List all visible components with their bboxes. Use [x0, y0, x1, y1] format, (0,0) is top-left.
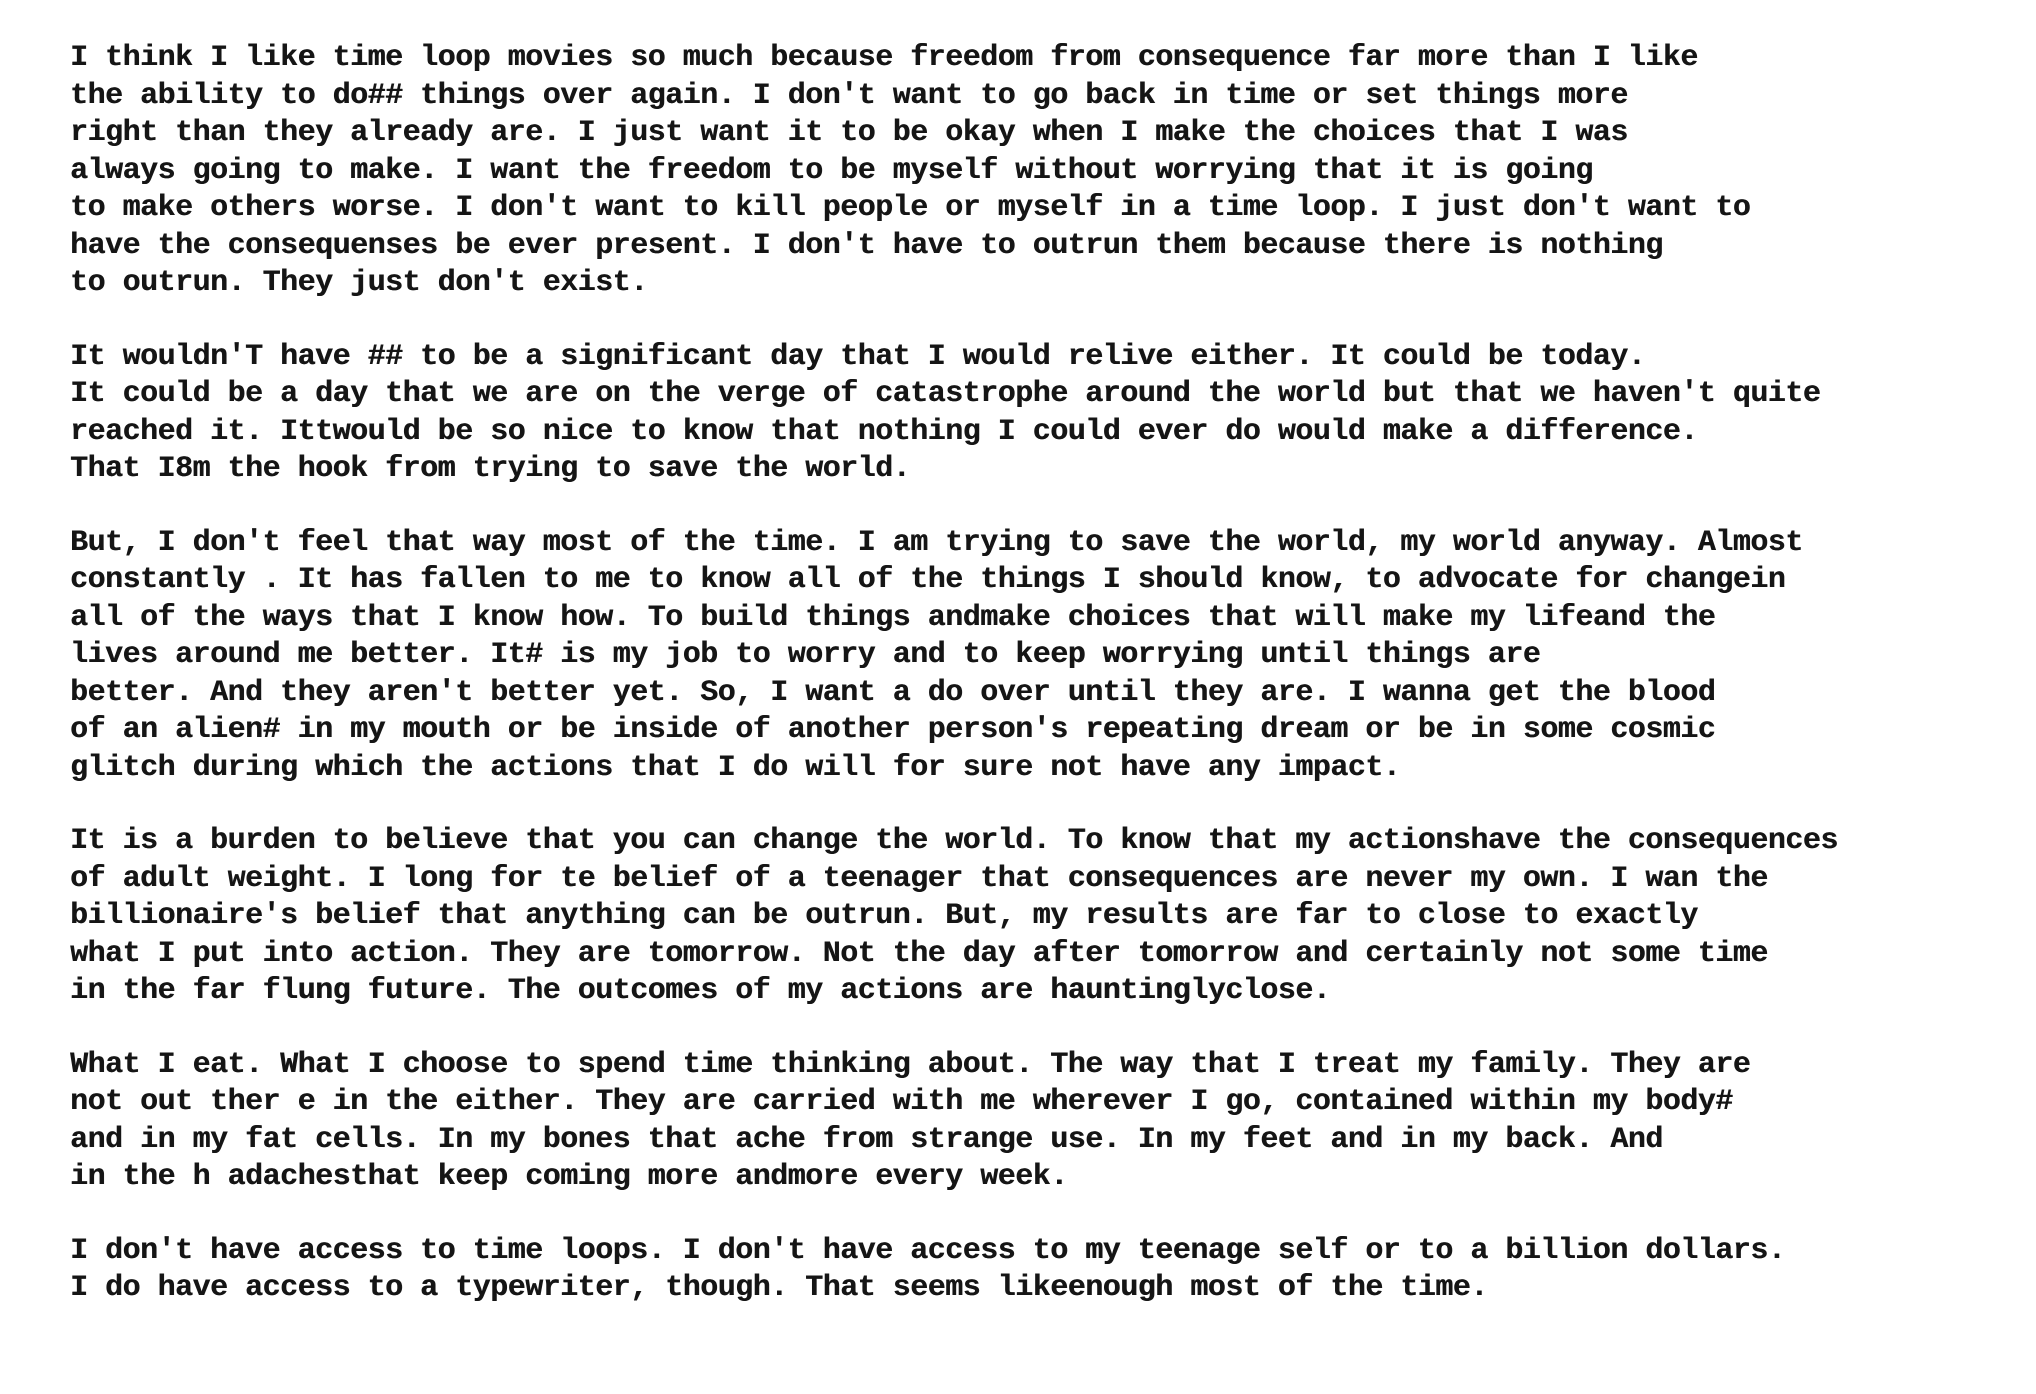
- text-line: in the far flung future. The outcomes of my actions are hauntinglyclose.: [70, 974, 1331, 1008]
- paragraph-3: [70, 525, 2000, 788]
- typewritten-text: [70, 40, 2000, 1344]
- text-line: constantly . It has fallen to me to know all of the things I should know, to advocate for changein: [70, 563, 1786, 597]
- text-line: have the consequenses be ever present. I don't have to outrun them because there is nothing: [70, 228, 1663, 263]
- text-line: billionaire's belief that anything can be outrun. But, my results are far to close to exactly: [70, 899, 1698, 933]
- text-line: all of the ways that I know how. To build things andmake choices that will make my lifeand the: [70, 600, 1716, 635]
- text-line: and in my fat cells. In my bones that ache from strange use. In my feet and in my back. And: [70, 1122, 1663, 1157]
- text-line: of adult weight. I long for te belief of a teenager that consequences are never my own. I wan the: [70, 861, 1768, 896]
- text-line: always going to make. I want the freedom to be myself without worrying that it is going: [70, 153, 1593, 188]
- text-line: what I put into action. They are tomorrow. Not the day after tomorrow and certainly not some time: [70, 936, 1768, 971]
- text-line: better. And they aren't better yet. So, I want a do over until they are. I wanna get the blood: [70, 675, 1716, 710]
- text-line: in the h adachesthat keep coming more andmore every week.: [70, 1160, 1068, 1194]
- text-line: not out ther e in the either. They are carried with me wherever I go, contained within my body#: [70, 1085, 1733, 1119]
- paragraph-5: [70, 1047, 2000, 1197]
- text-line: It is a burden to believe that you can change the world. To know that my actionshave the consequences: [70, 824, 1838, 858]
- text-line: lives around me better. It# is my job to worry and to keep worrying until things are: [70, 638, 1541, 672]
- text-line: to outrun. They just don't exist.: [70, 266, 648, 300]
- text-line: to make others worse. I don't want to kill people or myself in a time loop. I just don't want to: [70, 191, 1751, 225]
- text-line: right than they already are. I just want it to be okay when I make the choices that I was: [70, 116, 1628, 150]
- paragraph-2: [70, 339, 2000, 489]
- paragraph-6: [70, 1233, 2000, 1308]
- text-line: It wouldn'T have ## to be a significant day that I would relive either. It could be today.: [70, 339, 1646, 374]
- text-line: It could be a day that we are on the verge of catastrophe around the world but that we haven't quite: [70, 377, 1821, 411]
- text-line: I don't have access to time loops. I don't have access to my teenage self or to a billion dollars.: [70, 1233, 1786, 1268]
- text-line: glitch during which the actions that I do will for sure not have any impact.: [70, 750, 1401, 785]
- text-line: But, I don't feel that way most of the time. I am trying to save the world, my world anyway. Almost: [70, 525, 1803, 560]
- text-line: I think I like time loop movies so much because freedom from consequence far more than I like: [70, 41, 1698, 75]
- text-line: I do have access to a typewriter, though. That seems likeenough most of the time.: [70, 1271, 1488, 1305]
- text-line: reached it. Ittwould be so nice to know that nothing I could ever do would make a difference.: [70, 414, 1698, 449]
- text-line: What I eat. What I choose to spend time thinking about. The way that I treat my family. They are: [70, 1047, 1751, 1082]
- text-line: the ability to do## things over again. I don't want to go back in time or set things more: [70, 78, 1628, 113]
- paragraph-4: [70, 823, 2000, 1011]
- text-line: That I8m the hook from trying to save the world.: [70, 452, 911, 486]
- paragraph-1: [70, 40, 2000, 303]
- text-line: of an alien# in my mouth or be inside of another person's repeating dream or be in some cosmic: [70, 713, 1716, 747]
